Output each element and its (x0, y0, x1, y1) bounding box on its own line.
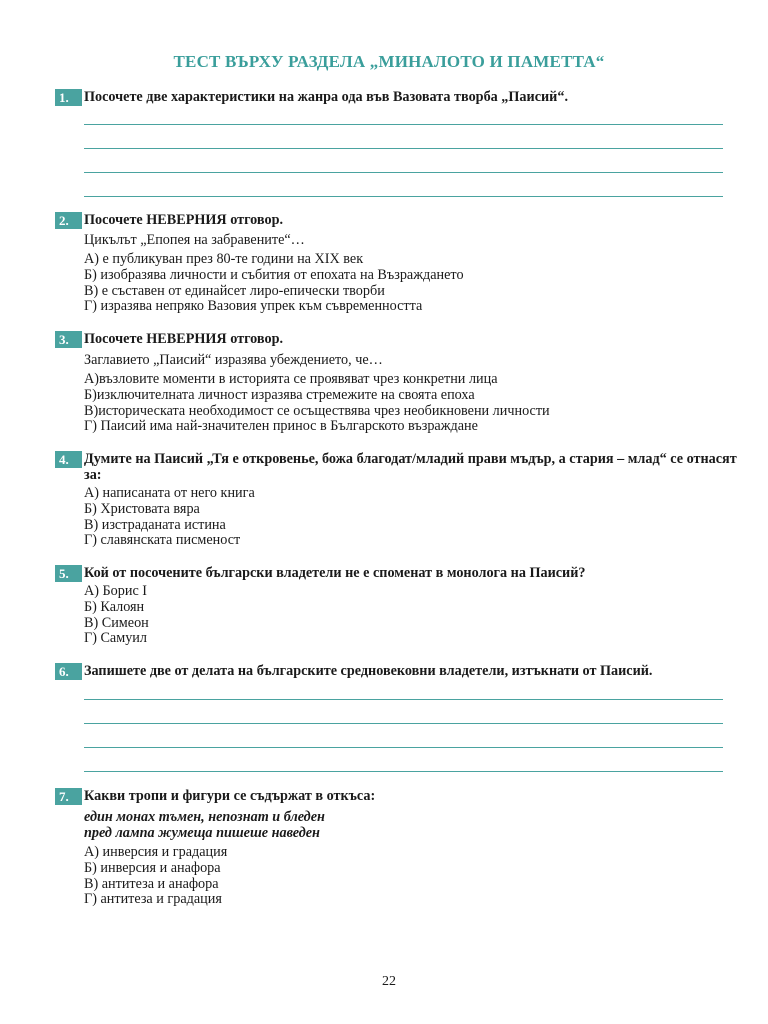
question-number: 1. (55, 89, 82, 106)
options-list (84, 252, 745, 315)
options-list (84, 486, 745, 549)
poem-line: един монах тъмен, непознат и бледен (84, 809, 325, 825)
question-number: 6. (55, 663, 82, 680)
question-prompt: Цикълът „Епопея на забравените“… (84, 232, 305, 248)
question-2 (55, 212, 745, 315)
option-c[interactable]: В) Симеон (84, 614, 149, 631)
option-b[interactable]: Б) Христовата вяра (84, 500, 200, 517)
option-d[interactable]: Г) изразява непряко Вазовия упрек към съвременността (84, 298, 423, 315)
question-text: Думите на Паисий „Тя е откровенье, божа благодат/младий прави мъдър, а стария – млад“ се отнасят за: (84, 451, 737, 483)
answer-lines-1[interactable] (84, 101, 723, 197)
question-text: Запишете две от делата на българските средновековни владетели, изтъкнати от Паисий. (84, 663, 653, 679)
options-list (84, 584, 745, 647)
options-list (84, 845, 745, 908)
question-5 (55, 565, 745, 647)
answer-line[interactable] (84, 101, 723, 125)
answer-lines-6[interactable] (84, 676, 723, 772)
question-4 (55, 451, 745, 549)
answer-line[interactable] (84, 748, 723, 772)
option-b[interactable]: Б) Калоян (84, 598, 145, 615)
option-b[interactable]: Б)изключителната личност изразява стремежите на своята епоха (84, 386, 475, 403)
option-c[interactable]: В) антитеза и анафора (84, 875, 219, 892)
answer-line[interactable] (84, 149, 723, 173)
option-a[interactable]: А) е публикуван през 80-те години на XIX век (84, 251, 364, 267)
option-b[interactable]: Б) инверсия и анафора (84, 859, 221, 876)
answer-line[interactable] (84, 724, 723, 748)
option-d[interactable]: Г) Самуил (84, 630, 147, 647)
answer-line[interactable] (84, 676, 723, 700)
option-c[interactable]: В) е съставен от единайсет лиро-епически творби (84, 282, 385, 299)
poem-excerpt (84, 809, 745, 841)
question-text: Посочете две характеристики на жанра ода във Вазовата творба „Паисий“. (84, 89, 568, 105)
question-number: 5. (55, 565, 82, 582)
option-a[interactable]: А) Борис I (84, 583, 148, 599)
option-a[interactable]: А) инверсия и градация (84, 844, 228, 860)
page-number: 22 (382, 974, 396, 989)
question-number: 2. (55, 212, 82, 229)
question-text: Какви тропи и фигури се съдържат в откъса: (84, 788, 376, 804)
option-a[interactable]: А)възловите моменти в историята се проявяват чрез конкретни лица (84, 371, 498, 387)
option-c[interactable]: В) изстраданата истина (84, 516, 226, 533)
page-title: ТЕСТ ВЪРХУ РАЗДЕЛА „МИНАЛОТО И ПАМЕТТА“ (173, 52, 605, 71)
question-text: Посочете НЕВЕРНИЯ отговор. (84, 212, 284, 228)
option-b[interactable]: Б) изобразява личности и събития от епохата на Възраждането (84, 266, 464, 283)
question-number: 7. (55, 788, 82, 805)
option-d[interactable]: Г) Паисий има най-значителен принос в Българското възраждане (84, 418, 478, 435)
answer-line[interactable] (84, 125, 723, 149)
question-number: 4. (55, 451, 82, 468)
answer-line[interactable] (84, 700, 723, 724)
question-number: 3. (55, 331, 82, 348)
option-d[interactable]: Г) антитеза и градация (84, 891, 222, 908)
option-a[interactable]: А) написаната от него книга (84, 485, 255, 501)
question-text: Посочете НЕВЕРНИЯ отговор. (84, 331, 284, 347)
poem-line: пред лампа жумеща пишеше наведен (84, 825, 320, 841)
option-c[interactable]: В)историческата необходимост се осъществява чрез необикновени личности (84, 402, 550, 419)
question-prompt: Заглавието „Паисий“ изразява убеждението, че… (84, 352, 383, 368)
answer-line[interactable] (84, 173, 723, 197)
question-text: Кой от посочените български владетели не е споменат в монолога на Паисий? (84, 565, 586, 581)
option-d[interactable]: Г) славянската писменост (84, 532, 241, 549)
options-list (84, 372, 745, 435)
question-3 (55, 331, 745, 435)
question-7 (55, 788, 745, 908)
